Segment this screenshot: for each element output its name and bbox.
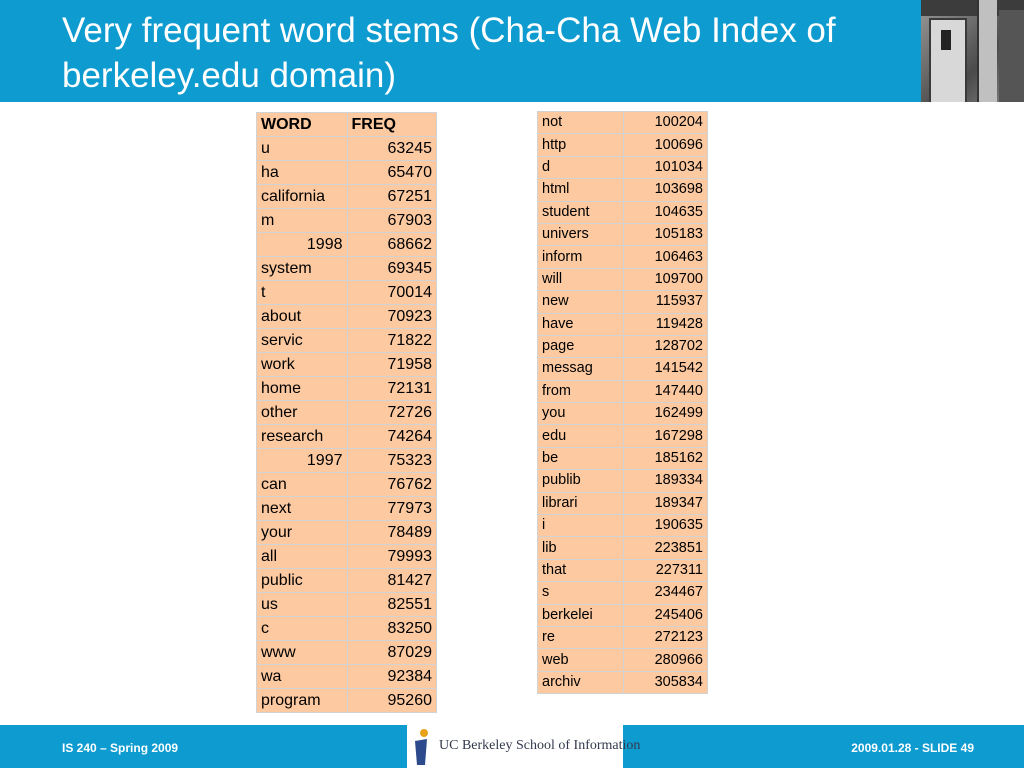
word-cell: next	[257, 497, 348, 521]
freq-cell: 272123	[623, 626, 708, 648]
table-row	[257, 257, 437, 281]
freq-cell: 75323	[347, 449, 437, 473]
freq-cell: 147440	[623, 380, 708, 402]
table-row	[257, 377, 437, 401]
word-cell: research	[257, 425, 348, 449]
word-cell: not	[538, 112, 624, 134]
table-row	[257, 689, 437, 713]
table-row	[257, 329, 437, 353]
table-row	[257, 185, 437, 209]
freq-cell: 190635	[623, 515, 708, 537]
table-row	[257, 545, 437, 569]
logo-text: UC Berkeley School of Information	[439, 738, 641, 753]
word-cell: i	[538, 515, 624, 537]
word-cell: work	[257, 353, 348, 377]
table-row	[538, 470, 708, 492]
word-cell: html	[538, 179, 624, 201]
freq-cell: 67903	[347, 209, 437, 233]
ischool-i-icon	[411, 727, 433, 766]
freq-cell: 92384	[347, 665, 437, 689]
word-cell: c	[257, 617, 348, 641]
table-row	[538, 112, 708, 134]
word-cell: system	[257, 257, 348, 281]
table-row	[538, 380, 708, 402]
word-cell: page	[538, 335, 624, 357]
freq-cell: 101034	[623, 156, 708, 178]
freq-cell: 63245	[347, 137, 437, 161]
word-cell: have	[538, 313, 624, 335]
freq-cell: 87029	[347, 641, 437, 665]
table-row	[538, 313, 708, 335]
word-cell: http	[538, 134, 624, 156]
freq-cell: 167298	[623, 425, 708, 447]
campus-building-photo	[921, 0, 1024, 102]
freq-cell: 78489	[347, 521, 437, 545]
ischool-logo	[407, 725, 641, 768]
freq-cell: 70923	[347, 305, 437, 329]
table-row	[538, 179, 708, 201]
word-cell: student	[538, 201, 624, 223]
word-cell: that	[538, 559, 624, 581]
table-row	[538, 626, 708, 648]
table-row	[257, 617, 437, 641]
word-cell: from	[538, 380, 624, 402]
freq-cell: 79993	[347, 545, 437, 569]
freq-cell: 245406	[623, 604, 708, 626]
table-row	[257, 497, 437, 521]
word-cell: your	[257, 521, 348, 545]
freq-cell: 70014	[347, 281, 437, 305]
word-cell: home	[257, 377, 348, 401]
table-row	[257, 569, 437, 593]
table-row	[257, 641, 437, 665]
freq-cell: 77973	[347, 497, 437, 521]
freq-cell: 305834	[623, 671, 708, 693]
freq-cell: 67251	[347, 185, 437, 209]
freq-cell: 189347	[623, 492, 708, 514]
word-cell: re	[538, 626, 624, 648]
table-row	[538, 537, 708, 559]
freq-cell: 65470	[347, 161, 437, 185]
word-cell: public	[257, 569, 348, 593]
table-row	[257, 593, 437, 617]
freq-cell: 189334	[623, 470, 708, 492]
word-cell: be	[538, 447, 624, 469]
word-cell: berkelei	[538, 604, 624, 626]
freq-cell: 100696	[623, 134, 708, 156]
freq-cell: 68662	[347, 233, 437, 257]
table-row	[538, 604, 708, 626]
table-row	[257, 425, 437, 449]
freq-cell: 71822	[347, 329, 437, 353]
freq-cell: 72131	[347, 377, 437, 401]
table-row	[257, 521, 437, 545]
word-cell: d	[538, 156, 624, 178]
freq-cell: 119428	[623, 313, 708, 335]
word-cell: messag	[538, 358, 624, 380]
word-cell: t	[257, 281, 348, 305]
table-row	[538, 201, 708, 223]
freq-cell: 74264	[347, 425, 437, 449]
table-row	[538, 335, 708, 357]
title-banner	[0, 0, 1024, 102]
freq-cell: 223851	[623, 537, 708, 559]
table-row	[257, 353, 437, 377]
freq-cell: 185162	[623, 447, 708, 469]
word-cell: m	[257, 209, 348, 233]
table-row	[257, 401, 437, 425]
freq-cell: 106463	[623, 246, 708, 268]
freq-cell: 105183	[623, 223, 708, 245]
freq-cell: 141542	[623, 358, 708, 380]
table-row	[538, 268, 708, 290]
table-row	[538, 492, 708, 514]
freq-cell: 95260	[347, 689, 437, 713]
word-cell: publib	[538, 470, 624, 492]
table-row	[257, 137, 437, 161]
word-cell: www	[257, 641, 348, 665]
word-cell: will	[538, 268, 624, 290]
table-row	[257, 209, 437, 233]
table-row	[257, 473, 437, 497]
freq-cell: 82551	[347, 593, 437, 617]
table-row	[257, 281, 437, 305]
table-row	[257, 161, 437, 185]
table-row	[538, 156, 708, 178]
table-row	[538, 447, 708, 469]
word-cell: us	[257, 593, 348, 617]
table-row	[538, 582, 708, 604]
freq-cell: 81427	[347, 569, 437, 593]
word-cell: california	[257, 185, 348, 209]
table-row	[538, 515, 708, 537]
word-cell: about	[257, 305, 348, 329]
word-cell: web	[538, 649, 624, 671]
table-row	[538, 403, 708, 425]
freq-cell: 104635	[623, 201, 708, 223]
table-row	[538, 671, 708, 693]
word-cell: ha	[257, 161, 348, 185]
word-cell: servic	[257, 329, 348, 353]
table-row	[538, 358, 708, 380]
word-cell: can	[257, 473, 348, 497]
table-row	[538, 649, 708, 671]
slide-title: Very frequent word stems (Cha-Cha Web Index of berkeley.edu domain)	[62, 11, 836, 95]
word-frequency-table-right	[537, 111, 708, 694]
table-row	[257, 665, 437, 689]
table-row	[257, 233, 437, 257]
freq-cell: 109700	[623, 268, 708, 290]
table-row	[257, 449, 437, 473]
freq-cell: 280966	[623, 649, 708, 671]
freq-cell: 128702	[623, 335, 708, 357]
word-cell: 1997	[257, 449, 348, 473]
table-row	[538, 223, 708, 245]
freq-cell: 83250	[347, 617, 437, 641]
slide-number: 2009.01.28 - SLIDE 49	[851, 741, 974, 755]
word-cell: s	[538, 582, 624, 604]
freq-cell: 69345	[347, 257, 437, 281]
word-cell: u	[257, 137, 348, 161]
word-cell: univers	[538, 223, 624, 245]
word-cell: archiv	[538, 671, 624, 693]
freq-cell: 227311	[623, 559, 708, 581]
word-cell: 1998	[257, 233, 348, 257]
table-row	[538, 246, 708, 268]
table-row	[538, 559, 708, 581]
word-cell: lib	[538, 537, 624, 559]
column-header-word: WORD	[257, 113, 348, 137]
freq-cell: 76762	[347, 473, 437, 497]
word-cell: inform	[538, 246, 624, 268]
freq-cell: 72726	[347, 401, 437, 425]
freq-cell: 103698	[623, 179, 708, 201]
table-row	[257, 305, 437, 329]
column-header-freq: FREQ	[347, 113, 437, 137]
word-cell: librari	[538, 492, 624, 514]
course-label: IS 240 – Spring 2009	[62, 741, 179, 755]
word-cell: wa	[257, 665, 348, 689]
word-cell: program	[257, 689, 348, 713]
word-cell: you	[538, 403, 624, 425]
table-row	[538, 291, 708, 313]
word-cell: all	[257, 545, 348, 569]
freq-cell: 71958	[347, 353, 437, 377]
freq-cell: 162499	[623, 403, 708, 425]
word-cell: other	[257, 401, 348, 425]
table-row	[538, 134, 708, 156]
freq-cell: 115937	[623, 291, 708, 313]
freq-cell: 100204	[623, 112, 708, 134]
table-header-row	[257, 113, 437, 137]
word-cell: edu	[538, 425, 624, 447]
word-cell: new	[538, 291, 624, 313]
word-frequency-table-left	[256, 112, 437, 713]
table-row	[538, 425, 708, 447]
freq-cell: 234467	[623, 582, 708, 604]
